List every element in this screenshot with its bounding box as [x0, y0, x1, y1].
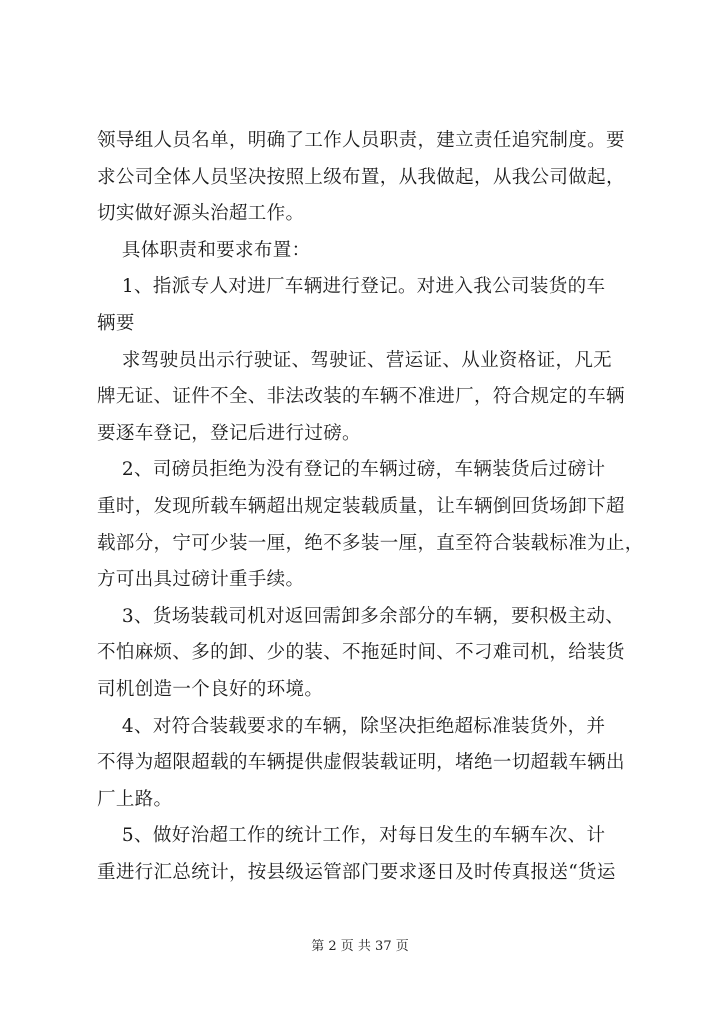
text-line-12: 载部分，宁可少装一厘，绝不多装一厘，直至符合装载标准为止，: [97, 532, 644, 554]
text-line-4: 具体职责和要求布置：: [97, 239, 311, 261]
text-line-6: 辆要: [97, 312, 135, 334]
text-line-18: 不得为超限超载的车辆提供虚假装载证明，堵绝一切超载车辆出: [97, 752, 625, 774]
text-line-8: 牌无证、证件不全、非法改装的车辆不准进厂，符合规定的车辆: [97, 386, 625, 408]
text-line-5: 1、指派专人对进厂车辆进行登记。对进入我公司装货的车: [97, 276, 606, 298]
page-number-footer: 第 2 页 共 37 页: [311, 939, 409, 954]
text-line-20: 5、做好治超工作的统计工作，对每日发生的车辆车次、计: [97, 825, 606, 847]
text-line-15: 不怕麻烦、多的卸、少的装、不拖延时间、不刁难司机，给装货: [97, 642, 625, 664]
text-line-19: 厂上路。: [97, 788, 173, 810]
text-line-14: 3、货场装载司机对返回需卸多余部分的车辆，要积极主动、: [97, 605, 625, 627]
text-line-1: 领导组人员名单，明确了工作人员职责，建立责任追究制度。要: [97, 130, 625, 151]
text-line-21: 重进行汇总统计，按县级运管部门要求逐日及时传真报送“货运: [97, 861, 616, 883]
text-line-11: 重时，发现所载车辆超出规定装载质量，让车辆倒回货场卸下超: [97, 495, 625, 517]
document-body: [97, 128, 645, 896]
text-line-16: 司机创造一个良好的环境。: [97, 678, 324, 700]
text-line-2: 求公司全体人员坚决按照上级布置，从我做起，从我公司做起，: [97, 166, 625, 188]
text-line-3: 切实做好源头治超工作。: [97, 203, 305, 225]
text-line-7: 求驾驶员出示行驶证、驾驶证、营运证、从业资格证，凡无: [97, 349, 613, 371]
text-line-13: 方可出具过磅计重手续。: [97, 569, 305, 591]
text-line-9: 要逐车登记，登记后进行过磅。: [97, 422, 361, 444]
text-line-10: 2、司磅员拒绝为没有登记的车辆过磅，车辆装货后过磅计: [97, 459, 606, 481]
text-line-17: 4、对符合装载要求的车辆，除坚决拒绝超标准装货外，并: [97, 715, 606, 737]
